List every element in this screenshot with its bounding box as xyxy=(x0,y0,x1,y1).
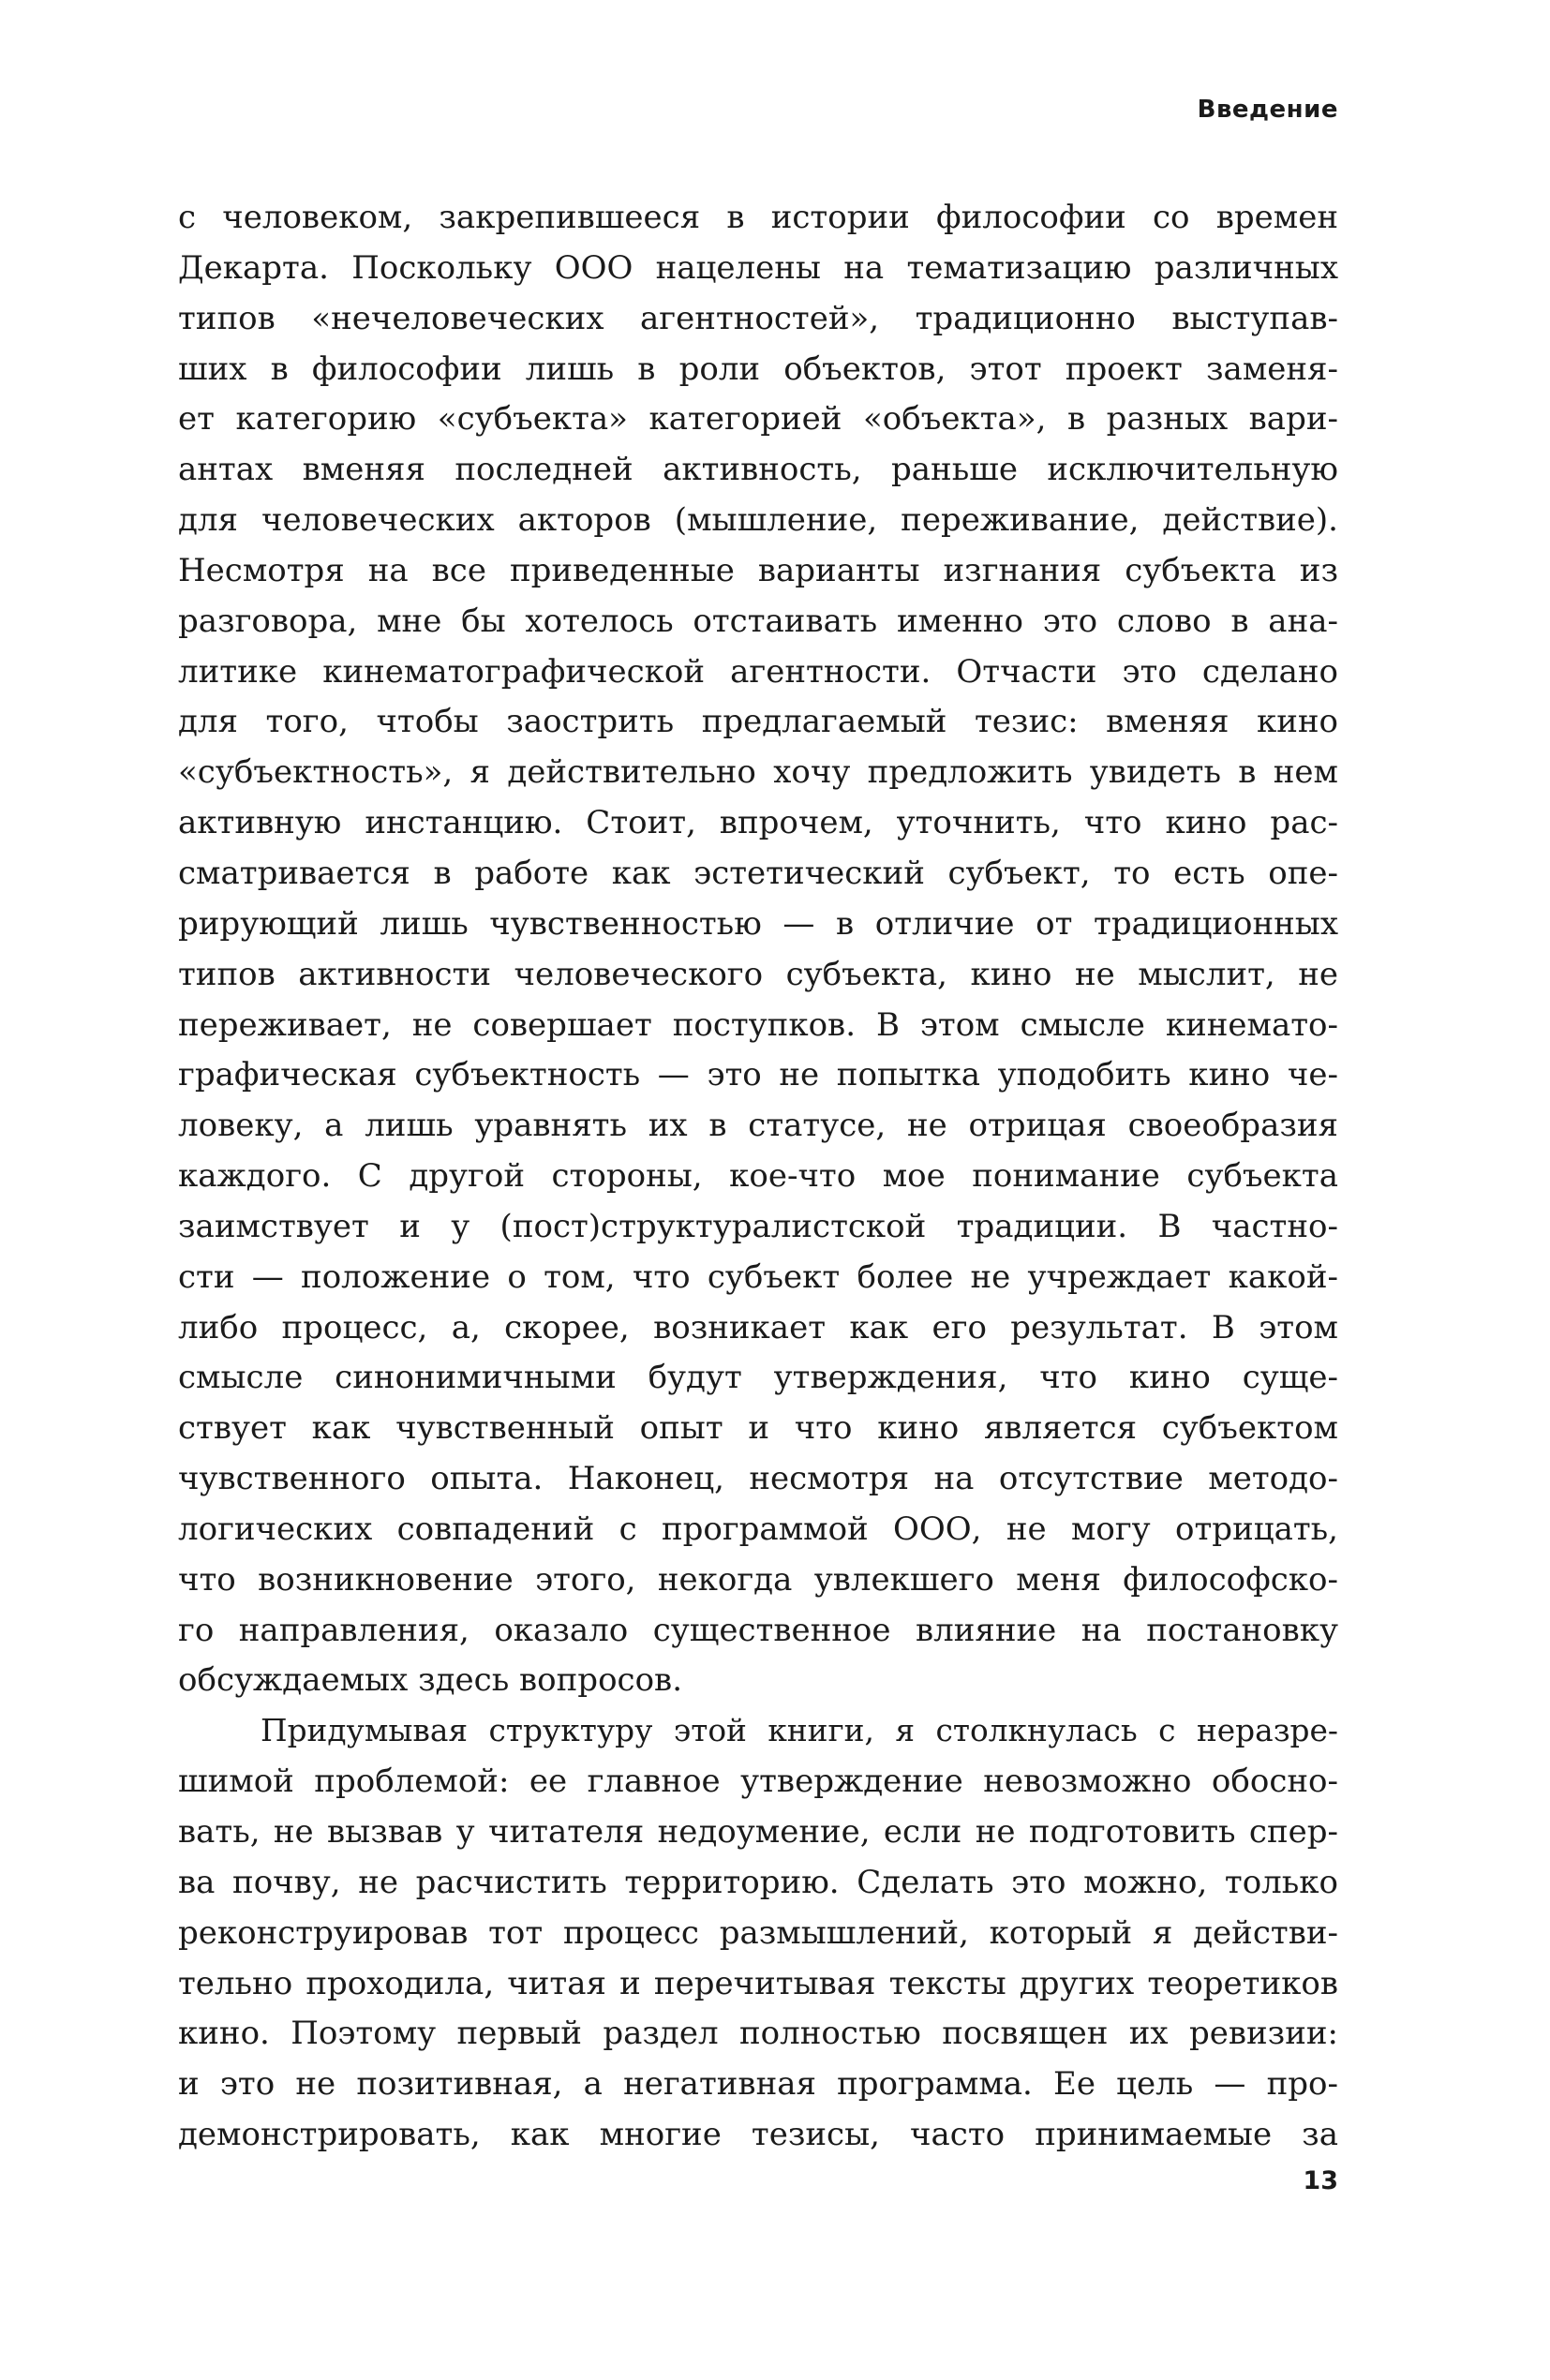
text-line: графическая субъектность — это не попытка уподобить кино че- xyxy=(178,1056,1338,1094)
text-line: ших в философии лишь в роли объектов, этот проект заменя- xyxy=(178,350,1338,388)
text-line: ва почву, не расчистить территорию. Сделать это можно, только xyxy=(178,1863,1338,1901)
text-line: смысле синонимичными будут утверждения, что кино суще- xyxy=(178,1359,1338,1397)
text-line: шимой проблемой: ее главное утверждение невозможно обосно- xyxy=(178,1763,1338,1801)
text-line: «субъектность», я действительно хочу предложить увидеть в нем xyxy=(178,753,1338,792)
running-head: Введение xyxy=(1197,96,1338,124)
text-line: вать, не вызвав у читателя недоумение, если не подготовить спер- xyxy=(178,1813,1338,1851)
text-line: реконструировав тот процесс размышлений, который я действи- xyxy=(178,1913,1338,1952)
text-line: литике кинематографической агентности. Отчасти это сделано xyxy=(178,652,1338,691)
text-line: для человеческих акторов (мышление, переживание, действие). xyxy=(178,501,1338,540)
text-line: с человеком, закрепившееся в истории философии со времен xyxy=(178,199,1338,236)
text-line: Несмотря на все приведенные варианты изгнания субъекта из xyxy=(178,551,1338,589)
text-line: кино. Поэтому первый раздел полностью посвящен их ревизии: xyxy=(178,2015,1338,2053)
text-line: демонстрировать, как многие тезисы, часто принимаемые за xyxy=(178,2116,1338,2154)
text-line: переживает, не совершает поступков. В этом смысле кинемато- xyxy=(178,1005,1338,1044)
text-line: логических совпадений с программой ООО, не могу отрицать, xyxy=(178,1510,1338,1548)
text-line: разговора, мне бы хотелось отстаивать именно это слово в ана- xyxy=(178,602,1338,640)
text-line: что возникновение этого, некогда увлекшего меня философско- xyxy=(178,1560,1338,1599)
paragraph-2 xyxy=(178,1706,1338,2161)
page-number: 13 xyxy=(1303,2166,1338,2195)
text-line: каждого. С другой стороны, кое-что мое понимание субъекта xyxy=(178,1157,1338,1196)
text-line: типов активности человеческого субъекта, кино не мыслит, не xyxy=(178,955,1338,993)
text-line: активную инстанцию. Стоит, впрочем, уточнить, что кино рас- xyxy=(178,804,1338,842)
text-line: ствует как чувственный опыт и что кино является субъектом xyxy=(178,1409,1338,1448)
text-line: типов «нечеловеческих агентностей», традиционно выступав- xyxy=(178,299,1338,337)
text-line: го направления, оказало существенное влияние на постановку xyxy=(178,1611,1338,1649)
paragraph-1 xyxy=(178,193,1338,1706)
text-line: и это не позитивная, а негативная программа. Ее цель — про- xyxy=(178,2065,1338,2104)
text-line: либо процесс, а, скорее, возникает как его результат. В этом xyxy=(178,1308,1338,1346)
text-line: тельно проходила, читая и перечитывая тексты других теоретиков xyxy=(178,1964,1338,2002)
text-line: для того, чтобы заострить предлагаемый тезис: вменяя кино xyxy=(178,703,1338,741)
body-text xyxy=(178,193,1338,2161)
text-line: чувственного опыта. Наконец, несмотря на отсутствие методо- xyxy=(178,1460,1338,1498)
text-line: Придумывая структуру этой книги, я столкнулась с неразре- xyxy=(261,1713,1338,1749)
text-line: антах вменяя последней активность, раньше исключительную xyxy=(178,451,1338,489)
text-line: сти — положение о том, что субъект более не учреждает какой- xyxy=(178,1257,1338,1296)
text-line: обсуждаемых здесь вопросов. xyxy=(178,1661,683,1700)
text-line: рирующий лишь чувственностью — в отличие от традиционных xyxy=(178,904,1338,943)
text-line: ет категорию «субъекта» категорией «объекта», в разных вари- xyxy=(178,400,1338,439)
text-line: сматривается в работе как эстетический субъект, то есть опе- xyxy=(178,854,1338,892)
text-line: Декарта. Поскольку ООО нацелены на тематизацию различных xyxy=(178,248,1338,287)
text-line: ловеку, а лишь уравнять их в статусе, не отрицая своеобразия xyxy=(178,1107,1338,1145)
text-line: заимствует и у (пост)структуралистской традиции. В частно- xyxy=(178,1207,1338,1245)
